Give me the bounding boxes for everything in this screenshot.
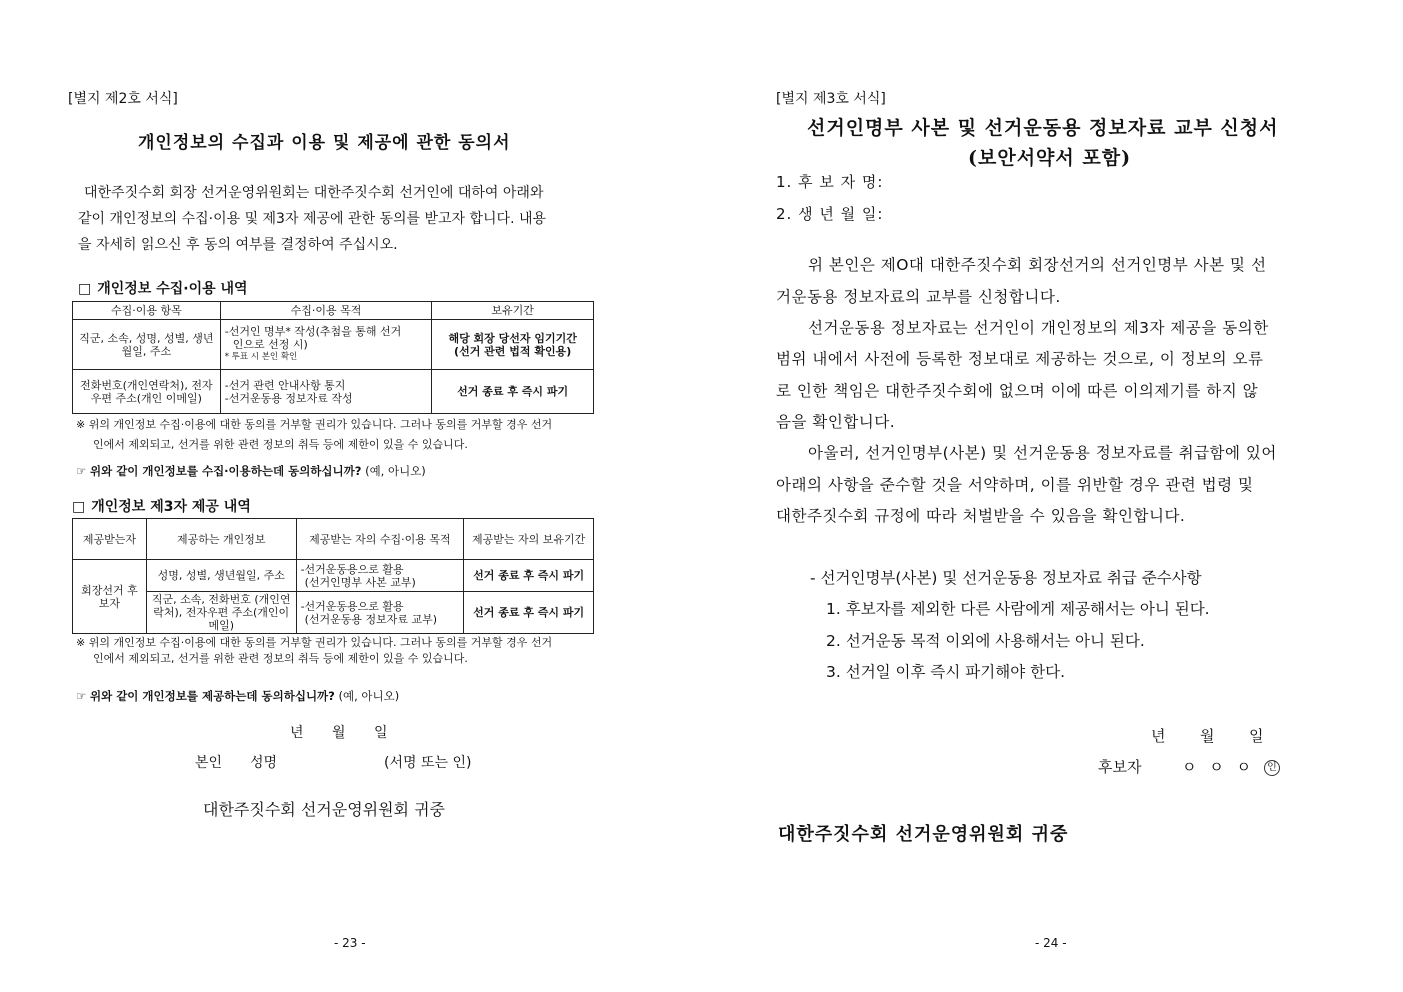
body-line: 아울러, 선거인명부(사본) 및 선거운동용 정보자료를 취급함에 있어 [808,444,1277,462]
intro-line-3: 을 자세히 읽으신 후 동의 여부를 결정하여 주십시오. [78,237,398,253]
table-cell-purpose [296,592,464,634]
intro-line-2: 같이 개인정보의 수집·이용 및 제3자 제공에 관한 동의를 받고자 합니다. 내용 [78,211,547,227]
addressee-org: 대한주짓수회 선거운영위원회 귀중 [203,800,446,819]
table-header: 수집·이용 목적 [220,302,432,320]
table-row [73,370,594,414]
table-cell-item: 전화번호(개인연락처), 전자우편 주소(개인 이메일) [73,370,221,414]
birth-date-field: 2. 생 년 월 일: [776,205,884,223]
notice-line-1: ※ 위의 개인정보 수집·이용에 대한 동의를 거부할 권리가 있습니다. 그러나 동의를 거부할 경우 선거 [76,418,553,431]
candidate-label: 후보자 [1098,758,1142,776]
page-number: - 23 - [334,936,366,950]
purpose-line: -선거운동용으로 활용 [300,562,404,576]
page-subtitle: (보안서약서 포함) [968,147,1132,169]
candidate-name: ㅇ ㅇ ㅇ [1182,758,1256,776]
consent-question-provision [76,688,399,704]
body-line: 아래의 사항을 준수할 것을 서약하며, 이를 위반할 경우 관련 법령 및 [776,476,1254,494]
notice-line-2: 인에서 제외되고, 선거를 위한 관련 정보의 취득 등에 제한이 있을 수 있습니다. [93,652,468,665]
table-header: 제공받는 자의 보유기간 [464,519,594,560]
signer-label: 본인 [195,755,223,771]
table-cell-info: 성명, 성별, 생년월일, 주소 [146,560,296,592]
checkbox-square-icon: □ [78,281,92,297]
form-number: [별지 제2호 서식] [68,91,178,107]
third-party-table [72,518,594,634]
body-line: 위 본인은 제O대 대한주짓수회 회장선거의 선거인명부 사본 및 선 [808,256,1267,274]
notice-line-2: 인에서 제외되고, 선거를 위한 관련 정보의 취득 등에 제한이 있을 수 있습니다. [93,438,468,451]
form-number: [별지 제3호 서식] [776,91,886,107]
purpose-line: (선거운동용 정보자료 교부) [304,612,438,626]
consent-question-collection [76,463,426,479]
purpose-line: (선거인명부 사본 교부) [304,575,416,589]
notice-line-1: ※ 위의 개인정보 수집·이용에 대한 동의를 거부할 권리가 있습니다. 그러나 동의를 거부할 경우 선거 [76,636,553,649]
seal-icon [1264,757,1280,776]
body-line: 대한주짓수회 규정에 따라 처벌받을 수 있음을 확인합니다. [776,507,1186,525]
rule-item: 3. 선거일 이후 즉시 파기해야 한다. [826,663,1066,681]
date-year-label: 년 [290,725,304,741]
checkbox-square-icon: □ [72,499,86,515]
table-cell-period: 선거 종료 후 즉시 파기 [464,560,594,592]
table-header: 제공받는자 [73,519,147,560]
period-line: 해당 회장 당선자 임기기간 [448,331,577,345]
table-header: 제공하는 개인정보 [146,519,296,560]
addressee-org: 대한주짓수회 선거운영위원회 귀중 [778,824,1069,845]
date-month-label: 월 [1200,727,1215,745]
purpose-line: 인으로 선정 시) [232,338,308,351]
consent-question-text: 위와 같이 개인정보를 수집·이용하는데 동의하십니까? [89,464,362,478]
page-title: 개인정보의 수집과 이용 및 제공에 관한 동의서 [138,133,511,153]
section-heading-collection [78,278,248,298]
consent-question-text: 위와 같이 개인정보를 제공하는데 동의하십니까? [89,689,335,703]
rules-heading: - 선거인명부(사본) 및 선거운동용 정보자료 취급 준수사항 [810,569,1202,587]
signer-name-label: 성명 [250,755,278,771]
table-row [73,320,594,370]
table-row [73,560,594,592]
date-month-label: 월 [332,725,346,741]
section-heading-text: 개인정보 제3자 제공 내역 [91,499,251,515]
rule-item: 1. 후보자를 제외한 다른 사람에게 제공해서는 아니 된다. [826,600,1210,618]
seal-text: 인 [1264,760,1280,776]
table-header: 수집·이용 항목 [73,302,221,320]
purpose-line: -선거운동용 정보자료 작성 [224,391,353,405]
body-line: 음을 확인합니다. [776,413,896,431]
consent-options[interactable]: (예, 아니오) [338,689,400,703]
table-cell-item: 직군, 소속, 성명, 성별, 생년월일, 주소 [73,320,221,370]
table-cell-period: 선거 종료 후 즉시 파기 [432,370,594,414]
purpose-line: -선거 관련 안내사항 통지 [224,378,346,392]
collection-table [72,301,594,414]
pointing-hand-icon: ☞ [76,689,87,703]
body-line: 로 인한 책임은 대한주짓수회에 없으며 이에 따른 이의제기를 하지 않 [776,382,1259,400]
body-line: 선거운동용 정보자료는 선거인이 개인정보의 제3자 제공을 동의한 [808,319,1269,337]
signature-hint: (서명 또는 인) [384,755,472,771]
page-number: - 24 - [1035,936,1067,950]
table-cell-purpose [296,560,464,592]
intro-line-1: 대한주짓수회 회장 선거운영위원회는 대한주짓수회 선거인에 대하여 아래와 [84,185,544,201]
candidate-name-field: 1. 후 보 자 명: [776,173,884,191]
purpose-line: -선거운동용으로 활용 [300,599,404,613]
table-row [73,592,594,634]
section-heading-text: 개인정보 수집·이용 내역 [97,281,248,297]
table-cell-period [432,320,594,370]
date-day-label: 일 [374,725,388,741]
date-day-label: 일 [1249,727,1264,745]
table-cell-recipient: 회장선거 후보자 [73,560,147,634]
table-header: 보유기간 [432,302,594,320]
table-cell-info: 직군, 소속, 전화번호 (개인연락처), 전자우편 주소(개인이메일) [146,592,296,634]
table-cell-period: 선거 종료 후 즉시 파기 [464,592,594,634]
body-line: 범위 내에서 사전에 등록한 정보대로 제공하는 것으로, 이 정보의 오류 [776,350,1264,368]
purpose-line: -선거인 명부* 작성(추첨을 통해 선거 [224,325,402,338]
purpose-note: * 투표 시 본인 확인 [224,352,298,362]
table-header: 제공받는 자의 수집·이용 목적 [296,519,464,560]
body-line: 거운동용 정보자료의 교부를 신청합니다. [776,288,1061,306]
pointing-hand-icon: ☞ [76,464,87,478]
date-year-label: 년 [1151,727,1166,745]
table-cell-purpose [220,370,432,414]
page-title: 선거인명부 사본 및 선거운동용 정보자료 교부 신청서 [807,117,1279,139]
section-heading-third-party [72,496,251,516]
period-line: (선거 관련 법적 확인용) [454,344,572,358]
rule-item: 2. 선거운동 목적 이외에 사용해서는 아니 된다. [826,632,1145,650]
table-cell-purpose [220,320,432,370]
consent-options[interactable]: (예, 아니오) [365,464,426,478]
